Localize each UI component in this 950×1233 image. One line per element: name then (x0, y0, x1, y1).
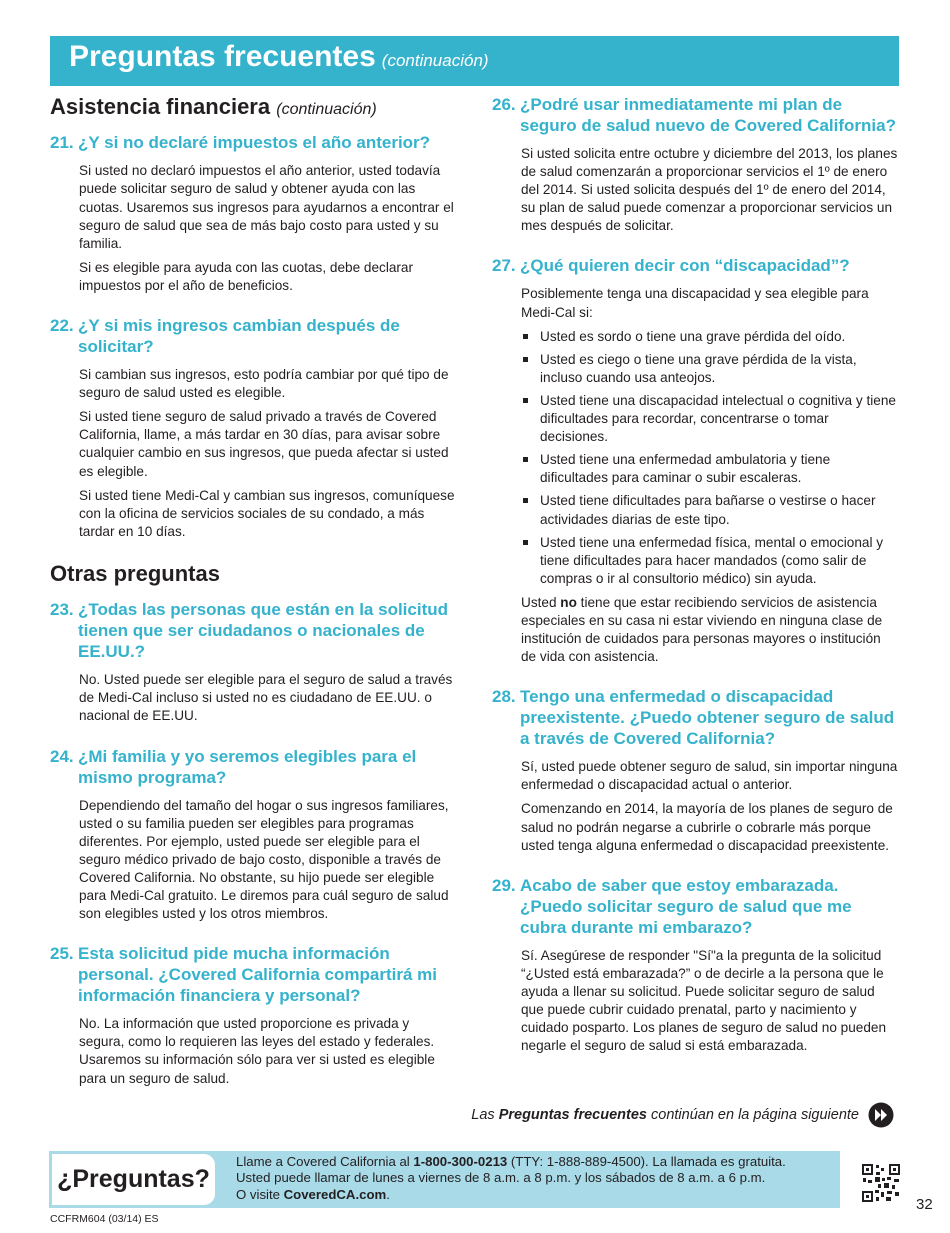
page-number: 32 (916, 1196, 933, 1213)
faq-23 (50, 599, 455, 725)
form-code: CCFRM604 (03/14) ES (50, 1213, 159, 1225)
footer-line-1 (236, 1154, 786, 1170)
question-number: 29. (492, 875, 516, 895)
question-23 (50, 599, 455, 662)
faq-26 (492, 94, 899, 235)
section-title-financial (50, 94, 455, 120)
list-item (521, 392, 899, 446)
question-text: Esta solicitud pide mucha información personal. ¿Covered California compartirá mi información financiera y personal? (78, 944, 437, 1006)
phone-number[interactable]: 1-800-300-0213 (413, 1154, 508, 1169)
bullet-icon (523, 457, 528, 462)
footer-text: Llame a Covered California al (236, 1154, 414, 1169)
answer-paragraph: Dependiendo del tamaño del hogar o sus ingresos familiares, usted o su familia pueden ser elegibles para programas diferentes. Por ejemplo, usted puede ser elegible para el seguro médico privado de bajo costo, disponible a través de Covered California. No obstante, su hijo puede ser elegible para Medi-Cal gratuito. Le diremos para cuál seguro de salud son elegibles usted y los otros miembros. (79, 797, 449, 922)
outro-emphasis: no (560, 594, 577, 610)
bullet-icon (523, 498, 528, 503)
answer-paragraph: Si usted tiene Medi-Cal y cambian sus ingresos, comuníquese con la oficina de servicios sociales de su condado, a más tardar en 10 días. (79, 487, 455, 539)
outro-text: tiene que estar recibiendo servicios de asistencia especiales en su casa ni estar viviendo en ninguna clase de institución de cuidados para personas mayores o institución de vida con asistencia. (521, 594, 883, 665)
answer-paragraph: Si cambian sus ingresos, esto podría cambiar por qué tipo de seguro de salud usted es elegible. (79, 367, 449, 401)
bullet-icon (523, 540, 528, 545)
continue-text: continúan en la página siguiente (651, 1107, 859, 1123)
section-subtitle: (continuación) (276, 101, 377, 118)
list-item-text: Usted tiene dificultades para bañarse o vestirse o hacer actividades diarias de este tipo. (540, 493, 876, 527)
bullet-icon (523, 334, 528, 339)
page-header (50, 36, 899, 86)
list-item (521, 492, 899, 528)
question-22 (50, 315, 455, 357)
question-text: ¿Qué quieren decir con “discapacidad”? (520, 256, 850, 276)
header-title (69, 40, 489, 74)
question-text: ¿Todas las personas que están en la solicitud tienen que ser ciudadanos o nacionales de EE.UU.? (78, 600, 449, 662)
question-number: 27. (492, 256, 516, 276)
question-27 (492, 255, 899, 276)
answer-paragraph: No. La información que usted proporcione es privada y segura, como lo requieren las leyes del estado y federales. Usaremos su información sólo para ver si usted es elegible para un seguro de salud. (79, 1016, 435, 1086)
answer-29 (521, 947, 899, 1056)
footer-text: O visite (236, 1186, 284, 1202)
answer-24 (79, 797, 455, 924)
question-text: ¿Y si mis ingresos cambian después de solicitar? (78, 316, 400, 357)
footer-contact-text (236, 1154, 786, 1203)
question-number: 26. (492, 95, 516, 114)
faq-21 (50, 132, 455, 295)
footer-line-3 (236, 1187, 786, 1203)
question-number: 21. (50, 133, 74, 153)
answer-27 (521, 285, 899, 666)
answer-paragraph: Si usted tiene seguro de salud privado a través de Covered California, llame, a más tardar en 30 días, para avisar sobre cualquier cambio en sus ingresos, que pueda afectar si usted es elegible. (79, 409, 449, 479)
list-item-text: Usted es sordo o tiene una grave pérdida del oído. (540, 328, 846, 344)
footer-text: . (386, 1186, 390, 1202)
answer-22 (79, 366, 455, 541)
header-title-text: Preguntas frecuentes (69, 40, 376, 73)
question-number: 28. (492, 687, 516, 707)
answer-paragraph: Sí. Asegúrese de responder "Sí"a la pregunta de la solicitud “¿Usted está embarazada?” o de decirle a la persona que le ayuda a llenar su solicitud. Puede solicitar seguro de salud que puede cubrir cuidado prenatal, parto y nacimiento y cuidado posparto. Los planes de seguro de salud no pueden negarle el seguro de salud si está embarazada. (521, 947, 887, 1054)
outro-text: Usted (521, 594, 561, 610)
list-item-text: Usted tiene una discapacidad intelectual o cognitiva y tiene dificultades para recordar, concentrarse o tomar decisiones. (540, 392, 896, 445)
section-title-text: Asistencia financiera (50, 94, 271, 119)
answer-paragraph (521, 594, 899, 666)
question-number: 24. (50, 746, 74, 766)
question-text: ¿Podré usar inmediatamente mi plan de seguro de salud nuevo de Covered California? (520, 95, 896, 135)
list-item (521, 328, 899, 346)
answer-25 (79, 1015, 455, 1087)
faq-27 (492, 255, 899, 666)
section-title-other: Otras preguntas (50, 560, 220, 586)
questions-badge: ¿Preguntas? (49, 1151, 218, 1208)
answer-23 (79, 671, 455, 725)
list-item-text: Usted es ciego o tiene una grave pérdida de la vista, incluso cuando usa anteojos. (540, 351, 857, 385)
continue-bold: Preguntas frecuentes (498, 1107, 647, 1123)
question-24 (50, 746, 455, 788)
answer-28 (521, 758, 899, 854)
continue-note (471, 1102, 894, 1128)
question-number: 23. (50, 600, 74, 620)
question-text: Tengo una enfermedad o discapacidad preexistente. ¿Puedo obtener seguro de salud a través de Covered California? (520, 687, 895, 749)
question-text: ¿Y si no declaré impuestos el año anterior? (78, 133, 431, 153)
answer-21 (79, 162, 455, 295)
faq-24 (50, 746, 455, 924)
question-text: ¿Mi familia y yo seremos elegibles para el mismo programa? (78, 746, 417, 787)
list-item-text: Usted tiene una enfermedad física, mental o emocional y tiene dificultades para hacer mandados (como salir de compras o ir al consultorio médico) sin ayuda. (540, 534, 884, 586)
question-text: Acabo de saber que estoy embarazada. ¿Puedo solicitar seguro de salud que me cubra durante mi embarazo? (520, 875, 852, 937)
list-item-text: Usted tiene una enfermedad ambulatoria y tiene dificultades para caminar o subir escaleras. (540, 452, 831, 486)
faq-28 (492, 686, 899, 854)
question-28 (492, 686, 899, 749)
qr-code-icon[interactable] (861, 1163, 901, 1203)
faq-22 (50, 315, 455, 541)
website-link[interactable]: CoveredCA.com (283, 1186, 387, 1202)
header-subtitle: (continuación) (381, 51, 489, 70)
continue-text: Las (471, 1107, 495, 1123)
question-26 (492, 94, 899, 136)
contact-footer (50, 1151, 840, 1208)
answer-paragraph: Sí, usted puede obtener seguro de salud, sin importar ninguna enfermedad o discapacidad actual o anterior. (521, 759, 898, 793)
question-number: 25. (50, 944, 74, 964)
footer-text: (TTY: 1-888-889-4500). La llamada es gratuita. (507, 1154, 786, 1169)
footer-line-2: Usted puede llamar de lunes a viernes de 8 a.m. a 8 p.m. y los sábados de 8 a.m. a 6 p.m. (236, 1170, 766, 1186)
disability-list (521, 328, 899, 588)
answer-paragraph: Posiblemente tenga una discapacidad y sea elegible para Medi-Cal si: (521, 286, 869, 320)
question-29 (492, 875, 899, 938)
bullet-icon (523, 398, 528, 403)
question-25 (50, 943, 455, 1006)
left-column (50, 94, 455, 1108)
question-number: 22. (50, 316, 74, 336)
list-item (521, 351, 899, 387)
answer-paragraph: Si es elegible para ayuda con las cuotas, debe declarar impuestos por el año de beneficios. (79, 259, 414, 293)
faq-29 (492, 875, 899, 1056)
list-item (521, 451, 899, 487)
list-item (521, 534, 899, 588)
answer-paragraph: Si usted no declaró impuestos el año anterior, usted todavía puede solicitar seguro de salud y obtener ayuda con las cuotas. Usaremos sus ingresos para ayudarnos a encontrar el seguro de salud que sea de más bajo costo para usted y su familia. (79, 163, 454, 251)
answer-paragraph: Comenzando en 2014, la mayoría de los planes de seguro de salud no podrán negarse a cubrirle o cobrarle más porque usted tenga alguna enfermedad o discapacidad preexistente. (521, 801, 893, 853)
bullet-icon (523, 357, 528, 362)
answer-paragraph: No. Usted puede ser elegible para el seguro de salud a través de Medi-Cal incluso si usted no es ciudadano de EE.UU. o nacional de EE.UU. (79, 672, 453, 724)
question-21 (50, 132, 455, 153)
next-page-icon[interactable] (868, 1102, 894, 1128)
right-column (492, 94, 899, 1075)
faq-25 (50, 943, 455, 1087)
answer-paragraph: Si usted solicita entre octubre y diciembre del 2013, los planes de salud comenzarán a proporcionar servicios el 1º de enero del 2014. Si usted solicita después del 1º de enero del 2014, su plan de salud puede comenzar a proporcionar servicios un mes después de solicitar. (521, 146, 898, 234)
answer-26 (521, 145, 899, 235)
